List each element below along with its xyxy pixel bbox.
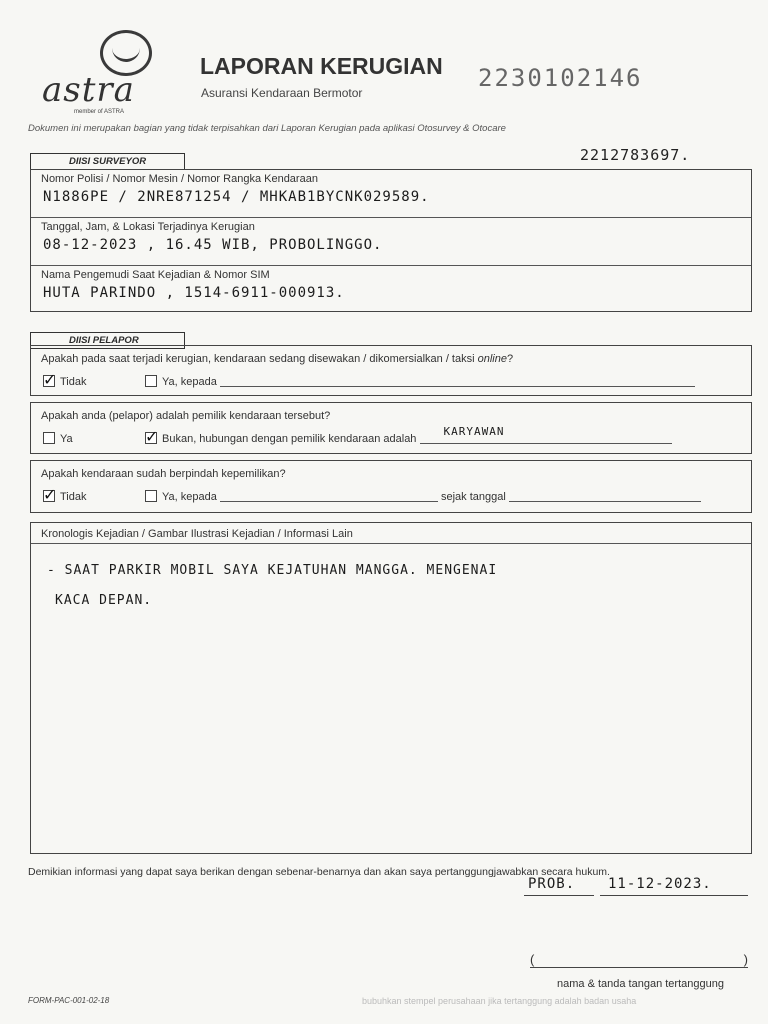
page-title: LAPORAN KERUGIAN (200, 53, 443, 79)
field-driver-license (31, 266, 751, 311)
chronology-line-2[interactable]: KACA DEPAN. (55, 593, 153, 608)
stamp-note: bubuhkan stempel perusahaan jika tertanggung adalah badan usaha (362, 996, 637, 1006)
signature-close-paren: ) (743, 952, 748, 967)
section-tab-pelapor: DIISI PELAPOR (30, 332, 185, 349)
field-label: Nomor Polisi / Nomor Mesin / Nomor Rangka Kendaraan (41, 173, 318, 185)
form-code: FORM-PAC-001-02-18 (28, 996, 110, 1005)
option-owner-yes[interactable]: Ya (43, 432, 73, 445)
checkbox-empty-icon[interactable] (145, 375, 157, 387)
since-date-label: sejak tanggal (440, 491, 506, 503)
place-signed[interactable]: PROB. (528, 876, 576, 892)
question-rental-box (30, 345, 752, 396)
checkbox-empty-icon[interactable] (43, 432, 55, 444)
question-rental-text: Apakah pada saat terjadi kerugian, kendaraan sedang disewakan / dikomersialkan / taksi online? (41, 353, 514, 365)
page-subtitle: Asuransi Kendaraan Bermotor (201, 86, 363, 100)
option-rental-yes[interactable]: Ya, kepada (145, 375, 695, 388)
document-notice: Dokumen ini merupakan bagian yang tidak terpisahkan dari Laporan Kerugian pada aplikasi Otosurvey & Otocare (28, 123, 506, 134)
question-ownership-text: Apakah kendaraan sudah berpindah kepemilikan? (41, 468, 286, 480)
place-line (524, 894, 594, 896)
checkbox-checked-icon[interactable] (43, 375, 55, 387)
answer-line (220, 376, 695, 387)
relationship-answer[interactable]: KARYAWAN (443, 425, 505, 438)
signature-field[interactable] (530, 952, 748, 968)
date-signed[interactable]: 11-12-2023. (608, 876, 712, 892)
astra-logo-text: astra (42, 70, 135, 110)
field-date-location (31, 218, 751, 266)
signature-label: nama & tanda tangan tertanggung (557, 978, 724, 990)
checkbox-empty-icon[interactable] (145, 490, 157, 502)
checkbox-checked-icon[interactable] (145, 432, 157, 444)
chronology-line-1[interactable]: - SAAT PARKIR MOBIL SAYA KEJATUHAN MANGGA. MENGENAI (47, 563, 498, 578)
option-rental-no[interactable]: ✓Tidak (43, 375, 87, 388)
handwritten-claim-number: 2230102146 (478, 64, 643, 92)
option-ownership-yes[interactable]: Ya, kepada sejak tanggal (145, 490, 701, 503)
chronology-heading: Kronologis Kejadian / Gambar Ilustrasi Kejadian / Informasi Lain (41, 528, 353, 540)
divider (31, 543, 751, 544)
question-owner-text: Apakah anda (pelapor) adalah pemilik kendaraan tersebut? (41, 410, 331, 422)
chronology-box (30, 522, 752, 854)
section-tab-surveyor: DIISI SURVEYOR (30, 153, 185, 170)
field-vehicle-numbers (31, 170, 751, 218)
date-line (600, 894, 748, 896)
checkbox-checked-icon[interactable] (43, 490, 55, 502)
field-value[interactable]: N1886PE / 2NRE871254 / MHKAB1BYCNK029589. (43, 189, 430, 205)
handwritten-side-number: 2212783697. (580, 146, 691, 164)
option-owner-no[interactable]: ✓ Bukan, hubungan dengan pemilik kendaraan adalah KARYAWAN (145, 432, 672, 445)
field-value[interactable]: 08-12-2023 , 16.45 WIB, PROBOLINGGO. (43, 237, 383, 253)
astra-logo-subtext: member of ASTRA (74, 109, 125, 115)
option-ownership-no[interactable]: ✓Tidak (43, 490, 87, 503)
answer-line (220, 491, 438, 502)
field-label: Nama Pengemudi Saat Kejadian & Nomor SIM (41, 269, 270, 281)
question-owner-box (30, 402, 752, 454)
since-date-line (509, 491, 701, 502)
signature-open-paren: ( (530, 952, 535, 967)
question-ownership-box (30, 460, 752, 513)
closing-statement: Demikian informasi yang dapat saya berikan dengan sebenar-benarnya dan akan saya pertanggungjawabkan secara hukum. (28, 866, 610, 878)
field-value[interactable]: HUTA PARINDO , 1514-6911-000913. (43, 285, 345, 301)
surveyor-box (30, 169, 752, 312)
field-label: Tanggal, Jam, & Lokasi Terjadinya Kerugian (41, 221, 255, 233)
answer-line (420, 425, 672, 444)
